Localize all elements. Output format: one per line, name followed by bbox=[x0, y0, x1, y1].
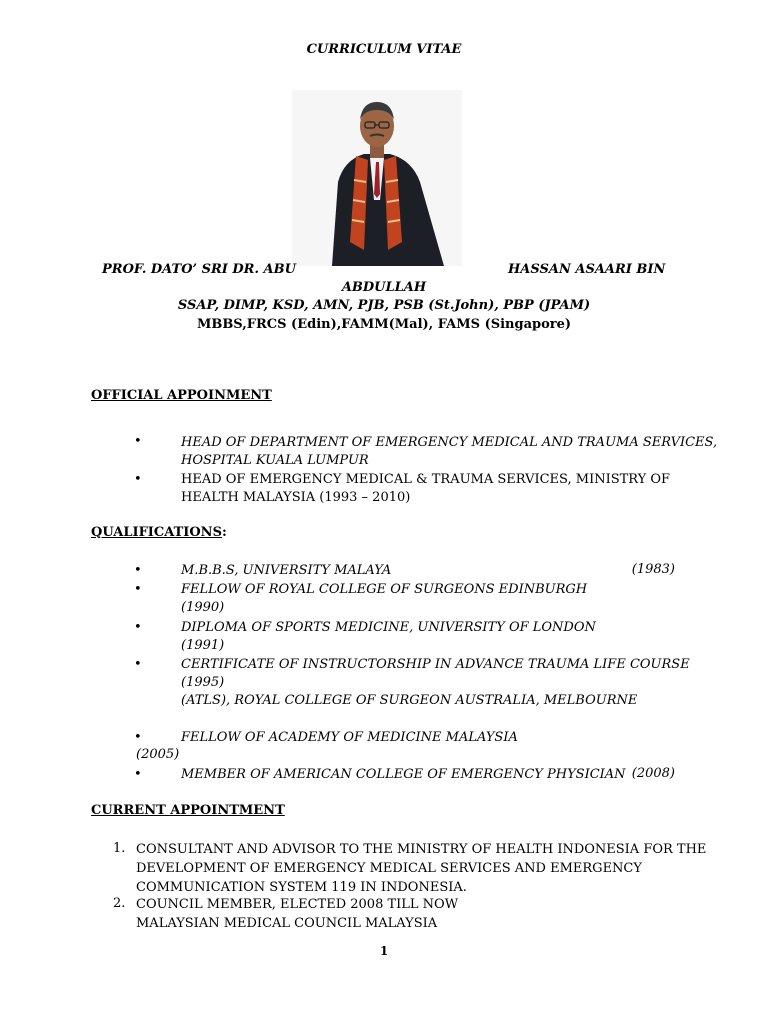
qualification-4 bbox=[181, 656, 690, 710]
qualification-6-year: (2008) bbox=[631, 766, 675, 781]
page-number: 1 bbox=[379, 944, 389, 958]
official-item-2-line1: HEAD OF EMERGENCY MEDICAL & TRAUMA SERVICES, MINISTRY OF bbox=[181, 472, 671, 487]
qualification-2-text: FELLOW OF ROYAL COLLEGE OF SURGEONS EDINBURGH bbox=[181, 582, 588, 597]
current-item-2-number: 2. bbox=[113, 896, 126, 911]
bullet-icon: • bbox=[134, 472, 142, 487]
qualification-5-year: (2005) bbox=[136, 747, 180, 762]
qualification-4-year: (1995) bbox=[181, 675, 225, 690]
qualification-1-year: (1983) bbox=[631, 562, 675, 577]
bullet-icon: • bbox=[134, 434, 142, 449]
qualification-4-text: CERTIFICATE OF INSTRUCTORSHIP IN ADVANCE TRAUMA LIFE COURSE bbox=[181, 657, 690, 672]
official-item-2-line2: HEALTH MALAYSIA (1993 – 2010) bbox=[181, 490, 411, 505]
qualification-2-year: (1990) bbox=[181, 600, 225, 615]
bullet-icon: • bbox=[134, 767, 142, 782]
bullet-icon: • bbox=[134, 657, 142, 672]
official-appointment-heading: OFFICIAL APPOINMENT bbox=[91, 388, 272, 403]
honours-line: SSAP, DIMP, KSD, AMN, PJB, PSB (St.John), PBP (JPAM) bbox=[177, 298, 591, 313]
current-item-1-line3: COMMUNICATION SYSTEM 119 IN INDONESIA. bbox=[136, 880, 467, 895]
qualification-1: M.B.B.S, UNIVERSITY MALAYA bbox=[181, 563, 392, 578]
name-part-2: HASSAN ASAARI BIN bbox=[508, 262, 666, 277]
official-item-1-line2: HOSPITAL KUALA LUMPUR bbox=[181, 453, 369, 468]
qualifications-colon: : bbox=[221, 525, 227, 540]
official-item-1 bbox=[181, 434, 717, 470]
name-part-1: PROF. DATO’ SRI DR. ABU bbox=[102, 262, 296, 277]
current-item-1-line1: CONSULTANT AND ADVISOR TO THE MINISTRY OF HEALTH INDONESIA FOR THE bbox=[136, 842, 707, 857]
current-item-2-line2: MALAYSIAN MEDICAL COUNCIL MALAYSIA bbox=[136, 916, 438, 931]
bullet-icon: • bbox=[134, 730, 142, 745]
qualification-4-line3: (ATLS), ROYAL COLLEGE OF SURGEON AUSTRALIA, MELBOURNE bbox=[181, 693, 638, 708]
bullet-icon: • bbox=[134, 563, 142, 578]
portrait-photo bbox=[292, 90, 462, 266]
current-item-2-line1: COUNCIL MEMBER, ELECTED 2008 TILL NOW bbox=[136, 897, 459, 912]
qualification-6: MEMBER OF AMERICAN COLLEGE OF EMERGENCY PHYSICIAN bbox=[181, 767, 626, 782]
qualification-3-year: (1991) bbox=[181, 638, 225, 653]
official-item-1-line1: HEAD OF DEPARTMENT OF EMERGENCY MEDICAL AND TRAUMA SERVICES, bbox=[181, 435, 718, 450]
qualifications-heading bbox=[91, 525, 227, 540]
bullet-icon: • bbox=[134, 620, 142, 635]
portrait-icon bbox=[292, 90, 462, 266]
current-item-1 bbox=[136, 840, 706, 897]
current-item-2 bbox=[136, 895, 458, 933]
current-appointment-heading: CURRENT APPOINTMENT bbox=[91, 803, 285, 818]
bullet-icon: • bbox=[134, 582, 142, 597]
qualification-5: FELLOW OF ACADEMY OF MEDICINE MALAYSIA bbox=[181, 730, 518, 745]
current-item-1-line2: DEVELOPMENT OF EMERGENCY MEDICAL SERVICES AND EMERGENCY bbox=[136, 861, 642, 876]
name-part-3: ABDULLAH bbox=[341, 280, 427, 295]
degrees-line: MBBS,FRCS (Edin),FAMM(Mal), FAMS (Singapore) bbox=[196, 317, 572, 332]
qualifications-heading-text: QUALIFICATIONS bbox=[91, 525, 222, 540]
document-title: CURRICULUM VITAE bbox=[306, 42, 462, 57]
official-item-2 bbox=[181, 471, 670, 507]
current-item-1-number: 1. bbox=[113, 841, 126, 856]
qualification-2 bbox=[181, 581, 587, 617]
qualification-3 bbox=[181, 619, 596, 655]
qualification-3-text: DIPLOMA OF SPORTS MEDICINE, UNIVERSITY OF LONDON bbox=[181, 620, 596, 635]
